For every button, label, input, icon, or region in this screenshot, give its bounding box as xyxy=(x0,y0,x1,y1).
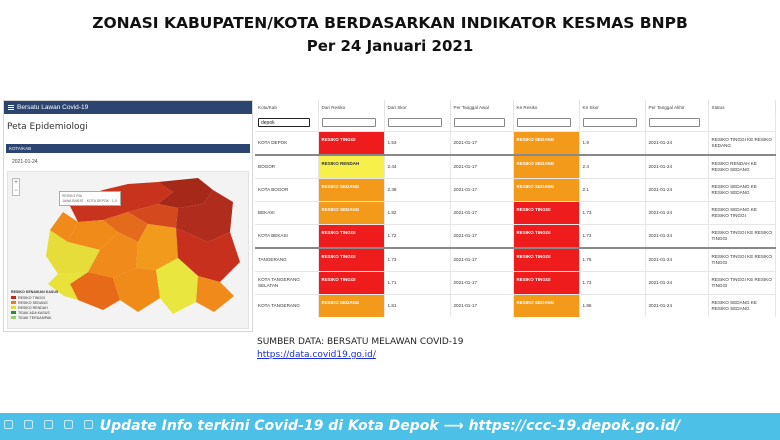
table-cell-ke-skor: 1.73 xyxy=(579,201,645,224)
table-cell-ke-skor: 2.1 xyxy=(579,178,645,201)
table-cell-ke-skor: 2.4 xyxy=(579,155,645,179)
table-cell-tgl-akhir: 2021-01-24 xyxy=(645,271,708,294)
column-header[interactable]: Status xyxy=(708,100,775,115)
table-cell-tgl-awal: 2021-01-17 xyxy=(450,131,513,155)
risk-cell xyxy=(513,248,579,272)
menu-icon[interactable] xyxy=(8,105,14,110)
legend-label: RESIKO TINGGI xyxy=(18,295,45,300)
app-header xyxy=(4,101,252,114)
risk-badge: RESIKO RENDAH xyxy=(319,156,384,178)
date-label[interactable]: 2021-01-24 xyxy=(12,159,38,165)
app-title: Bersatu Lawan Covid-19 xyxy=(17,104,89,111)
legend-label: TIDAK TERDAMPAK xyxy=(18,315,52,320)
table-cell-tgl-akhir: 2021-01-24 xyxy=(645,201,708,224)
column-header[interactable]: Dari Resiko xyxy=(318,100,384,115)
table-cell-tgl-awal: 2021-01-17 xyxy=(450,224,513,248)
source-label: SUMBER DATA: BERSATU MELAWAN COVID-19 xyxy=(257,337,464,347)
table-cell-dari-skor: 1.71 xyxy=(384,271,450,294)
risk-cell xyxy=(513,131,579,155)
table-cell-status: RESIKO TINGGI KE RESIKO TINGGI xyxy=(708,248,775,272)
table-cell-dari-skor: 1.73 xyxy=(384,248,450,272)
table-cell-tgl-akhir: 2021-01-24 xyxy=(645,155,708,179)
table-row[interactable] xyxy=(255,294,775,317)
table-cell-status: RESIKO SEDANG KE RESIKO TINGGI xyxy=(708,201,775,224)
filter-cell xyxy=(255,115,318,131)
zonation-table xyxy=(255,100,776,317)
table-row[interactable] xyxy=(255,155,775,179)
risk-badge: RESIKO SEDANG xyxy=(514,295,579,317)
table-cell-status: RESIKO RENDAH KE RESIKO SEDANG xyxy=(708,155,775,179)
kota-kab-bar[interactable]: KOTA/KAB xyxy=(6,144,250,153)
legend-swatch xyxy=(11,316,16,319)
risk-badge: RESIKO SEDANG xyxy=(514,132,579,154)
table-cell-status: RESIKO TINGGI KE RESIKO TINGGI xyxy=(708,271,775,294)
table-cell-tgl-akhir: 2021-01-24 xyxy=(645,131,708,155)
table-cell-tgl-akhir: 2021-01-24 xyxy=(645,294,708,317)
risk-cell xyxy=(513,155,579,179)
table-cell-status: RESIKO SEDANG KE RESIKO SEDANG xyxy=(708,178,775,201)
filter-cell xyxy=(645,115,708,131)
zoom-in-button[interactable]: + xyxy=(14,180,18,186)
filter-input[interactable] xyxy=(649,118,701,127)
legend-label: TIDAK ADA KASUS xyxy=(18,310,50,315)
table-row[interactable] xyxy=(255,178,775,201)
legend-swatch xyxy=(11,306,16,309)
legend-swatch xyxy=(11,301,16,304)
risk-badge: RESIKO SEDANG xyxy=(319,202,384,224)
choropleth-map[interactable] xyxy=(7,171,249,329)
risk-cell xyxy=(318,271,384,294)
risk-cell xyxy=(318,131,384,155)
risk-cell xyxy=(318,155,384,179)
table-row[interactable] xyxy=(255,271,775,294)
table-cell-tgl-awal: 2021-01-17 xyxy=(450,201,513,224)
filter-input[interactable]: depok xyxy=(258,118,310,127)
risk-badge: RESIKO TINGGI xyxy=(514,272,579,294)
filter-cell xyxy=(450,115,513,131)
column-header[interactable]: Kota/Kab xyxy=(255,100,318,115)
risk-cell xyxy=(513,271,579,294)
legend-item xyxy=(11,315,75,320)
legend-swatch xyxy=(11,296,16,299)
table-cell-kota: BOGOR xyxy=(255,155,318,179)
filter-input[interactable] xyxy=(517,118,572,127)
table-cell-ke-skor: 1.73 xyxy=(579,224,645,248)
footer-bar xyxy=(0,413,780,440)
filter-row xyxy=(255,115,775,131)
table-cell-tgl-awal: 2021-01-17 xyxy=(450,155,513,179)
arrow-right-icon: ⟶ xyxy=(443,418,464,434)
table-cell-dari-skor: 1.81 xyxy=(384,294,450,317)
risk-badge: RESIKO TINGGI xyxy=(319,272,384,294)
column-header[interactable]: Per Tanggal Akhir xyxy=(645,100,708,115)
risk-badge: RESIKO TINGGI xyxy=(514,249,579,271)
table-cell-status: RESIKO TINGGI KE RESIKO TINGGI xyxy=(708,224,775,248)
risk-cell xyxy=(318,294,384,317)
table-cell-kota: KOTA TANGERANG xyxy=(255,294,318,317)
map-region[interactable] xyxy=(196,276,234,312)
legend-title: RESIKO KENAIKAN KASUS xyxy=(11,290,59,294)
risk-badge: RESIKO TINGGI xyxy=(514,202,579,224)
column-header[interactable]: Per Tanggal Awal xyxy=(450,100,513,115)
table-cell-ke-skor: 1.86 xyxy=(579,294,645,317)
table-cell-kota: KOTA BEKASI xyxy=(255,224,318,248)
risk-badge: RESIKO SEDANG xyxy=(514,156,579,178)
risk-cell xyxy=(513,201,579,224)
table-cell-ke-skor: 1.9 xyxy=(579,131,645,155)
map-legend xyxy=(11,290,75,320)
risk-cell xyxy=(513,178,579,201)
table-cell-tgl-awal: 2021-01-17 xyxy=(450,294,513,317)
table-cell-tgl-akhir: 2021-01-24 xyxy=(645,224,708,248)
table-cell-kota: TANGERANG xyxy=(255,248,318,272)
risk-badge: RESIKO TINGGI xyxy=(319,132,384,154)
table-cell-dari-skor: 2.44 xyxy=(384,155,450,179)
risk-cell xyxy=(318,224,384,248)
filter-cell xyxy=(318,115,384,131)
table-cell-kota: BEKASI xyxy=(255,201,318,224)
risk-cell xyxy=(318,178,384,201)
table-cell-status: RESIKO TINGGI KE RESIKO SEDANG xyxy=(708,131,775,155)
filter-cell xyxy=(384,115,450,131)
risk-badge: RESIKO SEDANG xyxy=(319,295,384,317)
filter-input[interactable] xyxy=(388,118,443,127)
legend-swatch xyxy=(11,311,16,314)
risk-badge: RESIKO SEDANG xyxy=(319,179,384,201)
map-tooltip xyxy=(59,191,121,206)
table-cell-dari-skor: 2.38 xyxy=(384,178,450,201)
risk-badge: RESIKO SEDANG xyxy=(514,179,579,201)
filter-input[interactable] xyxy=(454,118,506,127)
footer-text-left: Update Info terkini Covid-19 di Kota Depok xyxy=(99,418,439,434)
risk-cell xyxy=(513,294,579,317)
zoom-control[interactable] xyxy=(12,178,20,196)
table-cell-ke-skor: 1.76 xyxy=(579,248,645,272)
risk-cell xyxy=(513,224,579,248)
zonation-table-panel xyxy=(255,100,775,332)
column-header[interactable]: Ke Resiko xyxy=(513,100,579,115)
table-cell-tgl-awal: 2021-01-17 xyxy=(450,178,513,201)
filter-input[interactable] xyxy=(583,118,638,127)
footer-banner xyxy=(0,418,780,434)
table-cell-kota: KOTA TANGERANG SELATAN xyxy=(255,271,318,294)
map-panel xyxy=(3,100,253,332)
table-cell-ke-skor: 1.73 xyxy=(579,271,645,294)
source-link[interactable]: https://data.covid19.go.id/ xyxy=(257,350,376,360)
risk-badge: RESIKO TINGGI xyxy=(514,225,579,247)
table-cell-dari-skor: 1.53 xyxy=(384,131,450,155)
footer-text-right[interactable]: https://ccc-19.depok.go.id/ xyxy=(468,418,681,434)
zoom-out-button[interactable]: − xyxy=(14,188,18,194)
column-header[interactable]: Ke Skor xyxy=(579,100,645,115)
table-cell-tgl-awal: 2021-01-17 xyxy=(450,271,513,294)
slide-title: ZONASI KABUPATEN/KOTA BERDASARKAN INDIKATOR KESMAS BNPB xyxy=(92,14,688,32)
table-cell-status: RESIKO SEDANG KE RESIKO SEDANG xyxy=(708,294,775,317)
filter-cell xyxy=(513,115,579,131)
legend-label: RESIKO RENDAH xyxy=(18,305,48,310)
risk-badge: RESIKO TINGGI xyxy=(319,249,384,271)
table-row[interactable] xyxy=(255,131,775,155)
filter-cell xyxy=(708,115,775,131)
table-cell-tgl-akhir: 2021-01-24 xyxy=(645,248,708,272)
slide-subtitle: Per 24 Januari 2021 xyxy=(306,37,474,55)
table-header-row xyxy=(255,100,775,115)
column-header[interactable]: Dari Skor xyxy=(384,100,450,115)
table-cell-tgl-awal: 2021-01-17 xyxy=(450,248,513,272)
risk-cell xyxy=(318,248,384,272)
table-cell-kota: KOTA DEPOK xyxy=(255,131,318,155)
risk-badge: RESIKO TINGGI xyxy=(319,225,384,247)
legend-label: RESIKO SEDANG xyxy=(18,300,48,305)
table-cell-dari-skor: 1.82 xyxy=(384,201,450,224)
table-cell-dari-skor: 1.72 xyxy=(384,224,450,248)
table-row[interactable] xyxy=(255,224,775,248)
section-title: Peta Epidemiologi xyxy=(7,122,88,132)
table-cell-tgl-akhir: 2021-01-24 xyxy=(645,178,708,201)
table-row[interactable] xyxy=(255,201,775,224)
filter-input[interactable] xyxy=(322,118,377,127)
tooltip-line: JAWA BARAT - KOTA DEPOK : 1.0 xyxy=(62,199,117,203)
table-row[interactable] xyxy=(255,248,775,272)
tooltip-line: RESIKO RIA xyxy=(62,194,83,198)
table-cell-kota: KOTA BOGOR xyxy=(255,178,318,201)
filter-cell xyxy=(579,115,645,131)
risk-cell xyxy=(318,201,384,224)
